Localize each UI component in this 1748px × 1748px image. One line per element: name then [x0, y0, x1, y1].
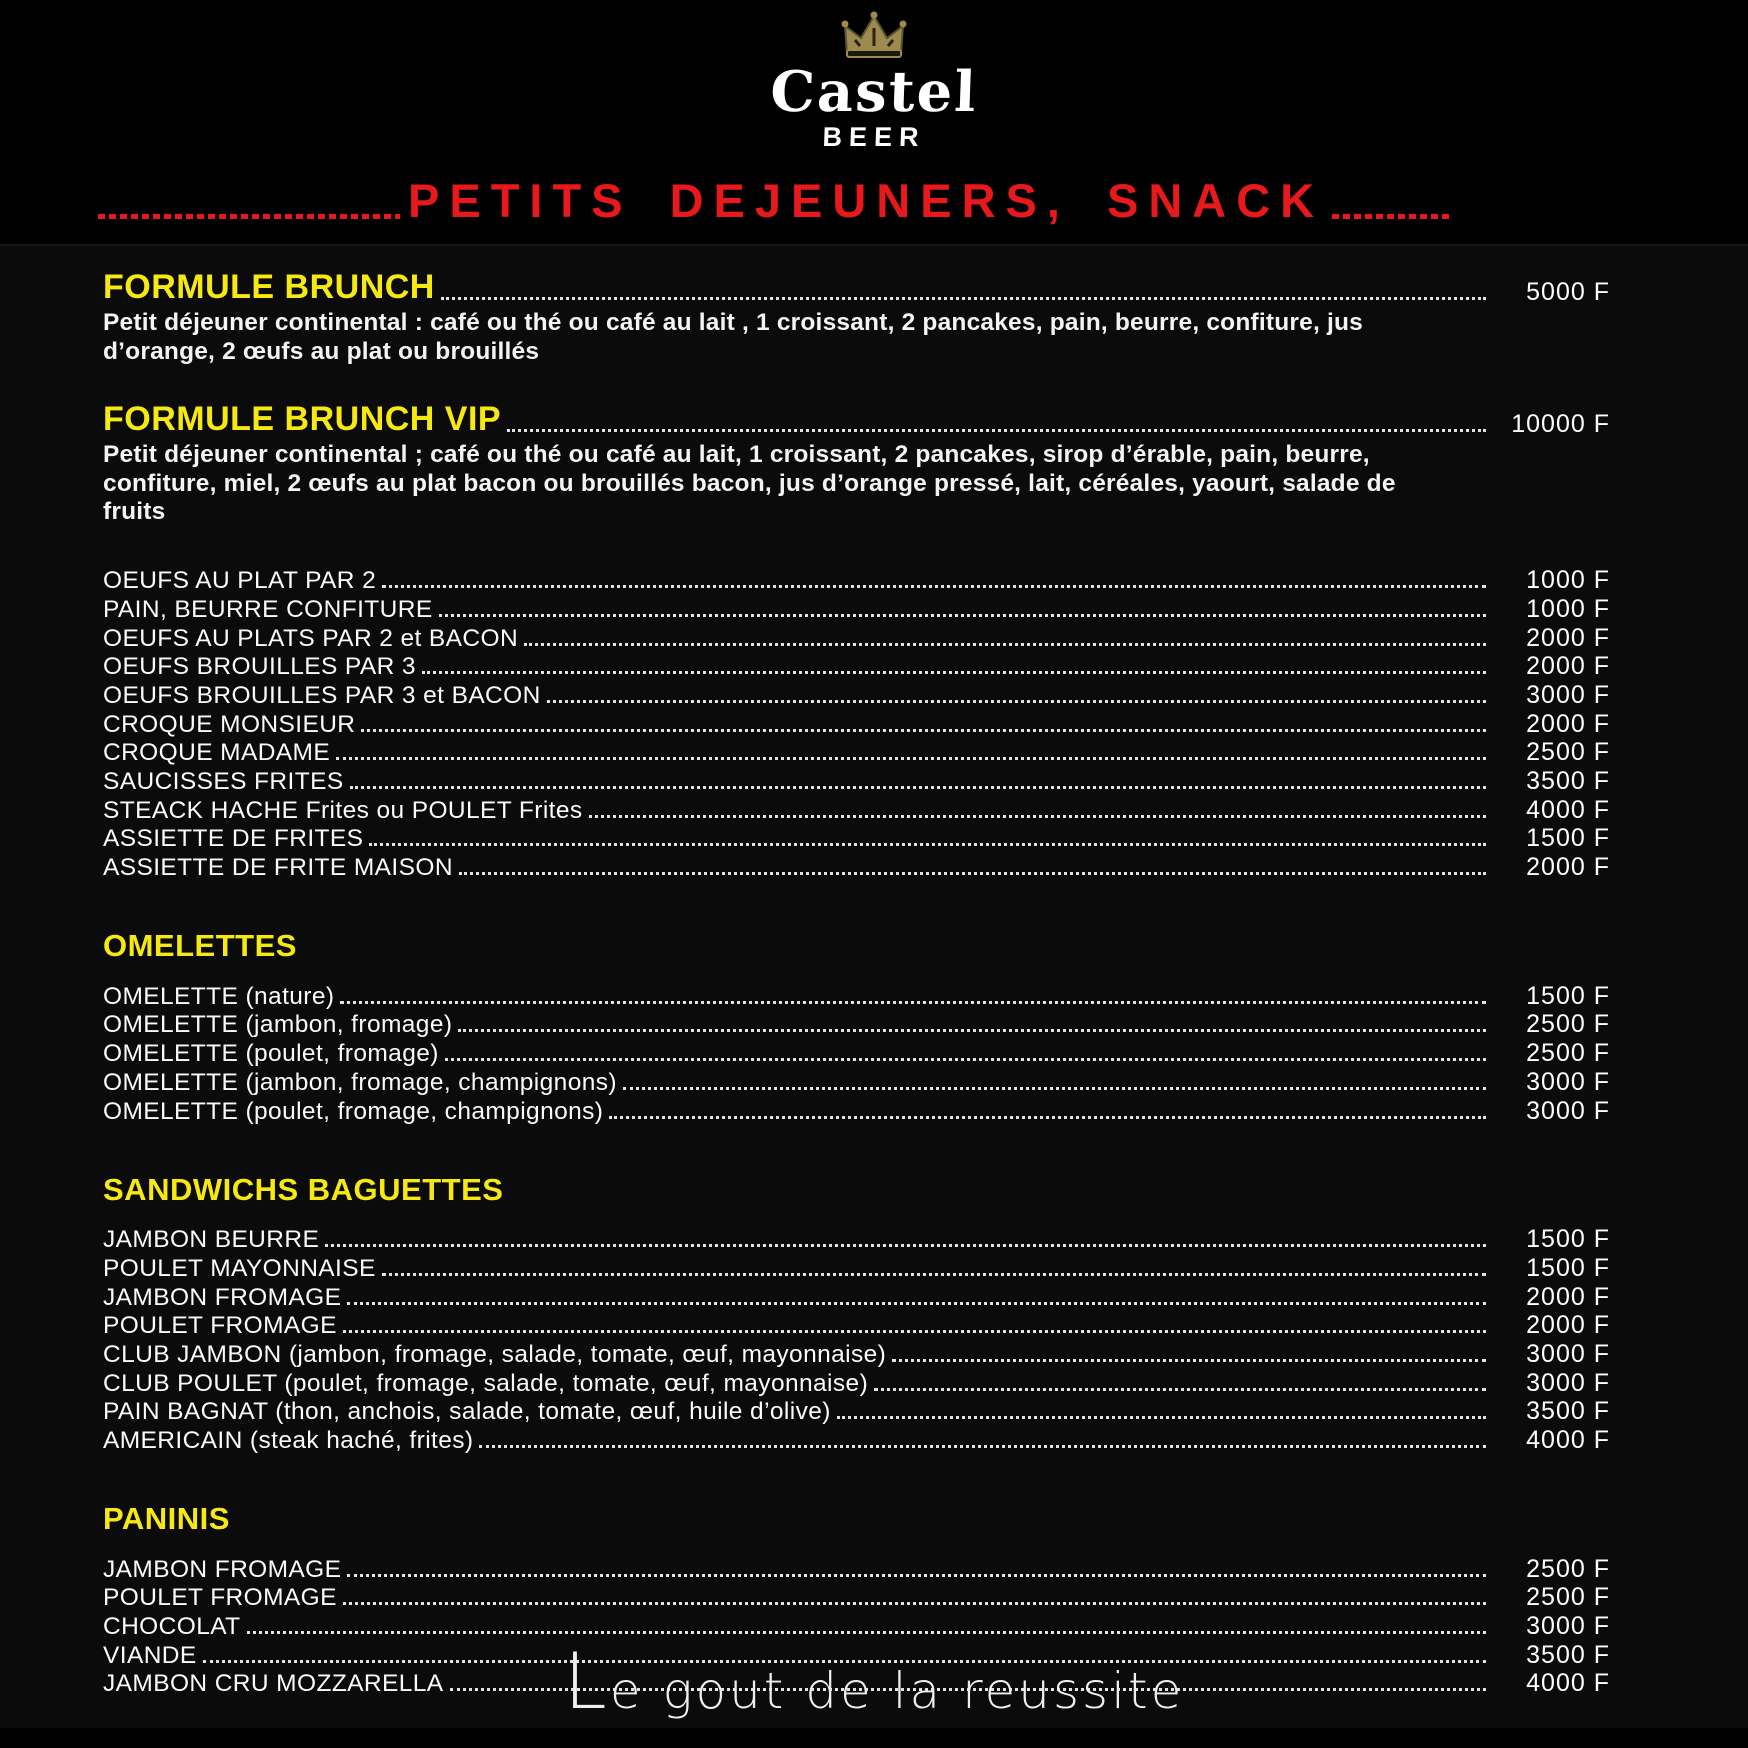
- menu-item-row: [103, 653, 1610, 682]
- item-name: OEUFS AU PLAT PAR 2: [103, 567, 377, 595]
- item-price: 3000 F: [1526, 1368, 1610, 1397]
- item-name: OMELETTE (poulet, fromage, champignons): [103, 1097, 604, 1125]
- item-price: 3000 F: [1526, 1339, 1610, 1368]
- dot-leader: [350, 786, 1486, 789]
- formule-price: 10000 F: [1511, 410, 1610, 438]
- section-rows: [103, 982, 1610, 1125]
- item-price: 3500 F: [1526, 767, 1610, 795]
- menu-item-row: [103, 1369, 1610, 1398]
- item-name: POULET MAYONNAISE: [103, 1254, 376, 1282]
- item-price: 2500 F: [1526, 1010, 1610, 1039]
- item-name: JAMBON BEURRE: [103, 1226, 320, 1254]
- item-name: JAMBON CRU MOZZARELLA: [103, 1670, 444, 1698]
- dot-leader: [623, 1087, 1486, 1090]
- menu-item-row: [103, 567, 1610, 596]
- dot-leader: [347, 1574, 1486, 1577]
- dot-leader: [837, 1416, 1486, 1419]
- menu-content: [0, 244, 1748, 1728]
- menu-item-row: [103, 1226, 1610, 1255]
- dot-leader: [325, 1244, 1486, 1247]
- item-price: 3000 F: [1526, 1096, 1610, 1125]
- menu-item-row: [103, 1426, 1610, 1455]
- dot-leader: [441, 297, 1486, 300]
- dot-leader: [874, 1388, 1486, 1391]
- item-name: PAIN, BEURRE CONFITURE: [103, 595, 433, 623]
- formule-description: Petit déjeuner continental ; café ou thé ou café au lait, 1 croissant, 2 pancakes, sirop d’érable, pain, beurre, confiture, miel, 2 œufs au plat bacon ou brouillés bacon, jus d’orange pressé, lait, céréales, yaourt, salade de fruits: [103, 441, 1396, 525]
- brand-header: [0, 0, 1748, 151]
- page-title: PETITS DEJEUNERS, SNACK: [408, 174, 1325, 227]
- menu-section: [103, 928, 1610, 1125]
- menu-item-row: [103, 767, 1610, 796]
- item-price: 2000 F: [1526, 1311, 1610, 1340]
- menu-item-row: [103, 1254, 1610, 1283]
- menu-item-row: [103, 739, 1610, 768]
- dot-leader: [609, 1116, 1486, 1119]
- menu-item-row: [103, 1398, 1610, 1427]
- dot-leader: [343, 1330, 1486, 1333]
- menu-item-row: [103, 1039, 1610, 1068]
- dot-leader: [459, 872, 1486, 875]
- crown-icon: [837, 10, 911, 62]
- menu-item-row: [103, 982, 1610, 1011]
- menu-item-row: [103, 853, 1610, 882]
- item-price: 2000 F: [1526, 709, 1610, 738]
- item-name: SAUCISSES FRITES: [103, 768, 344, 795]
- dot-leader: [336, 757, 1486, 760]
- item-price: 4000 F: [1526, 1426, 1610, 1454]
- menu-section: [103, 567, 1610, 883]
- section-rows: [103, 567, 1610, 883]
- section-heading: PANINIS: [103, 1501, 230, 1536]
- item-name: OEUFS BROUILLES PAR 3 et BACON: [103, 681, 541, 709]
- item-price: 2000 F: [1526, 652, 1610, 681]
- dot-leader: [247, 1631, 1486, 1634]
- item-name: CROQUE MONSIEUR: [103, 710, 356, 738]
- item-price: 1500 F: [1526, 1253, 1610, 1282]
- page-title-row: [98, 173, 1450, 228]
- dot-leader: [347, 1302, 1486, 1305]
- formule-block: [103, 400, 1610, 527]
- menu-item-row: [103, 710, 1610, 739]
- menu-item-row: [103, 681, 1610, 710]
- menu-item-row: [103, 1340, 1610, 1369]
- item-price: 2000 F: [1526, 853, 1610, 882]
- item-price: 2500 F: [1526, 1554, 1610, 1583]
- item-name: OMELETTE (jambon, fromage): [103, 1011, 453, 1039]
- item-name: JAMBON FROMAGE: [103, 1283, 342, 1311]
- menu-item-row: [103, 1555, 1610, 1584]
- dot-leader: [343, 1602, 1486, 1605]
- formule-name: FORMULE BRUNCH VIP: [103, 400, 502, 438]
- dot-leader: [340, 1001, 1486, 1004]
- item-name: ASSIETTE DE FRITE MAISON: [103, 854, 453, 882]
- dot-leader: [422, 671, 1486, 674]
- menu-item-row: [103, 1283, 1610, 1312]
- item-price: 2500 F: [1526, 1039, 1610, 1068]
- item-price: 3000 F: [1526, 1067, 1610, 1096]
- section-heading: SANDWICHS BAGUETTES: [103, 1171, 504, 1207]
- dot-leader: [439, 614, 1486, 617]
- formule-description: Petit déjeuner continental : café ou thé ou café au lait , 1 croissant, 2 pancakes, pain, beurre, confiture, jus d’orange, 2 œufs au plat ou brouillés: [103, 309, 1363, 365]
- dot-leader: [369, 843, 1486, 846]
- title-dash-left-line: [98, 214, 400, 219]
- formule-row: [103, 400, 1610, 439]
- item-name: ASSIETTE DE FRITES: [103, 825, 364, 853]
- menu-item-row: [103, 1312, 1610, 1341]
- item-name: STEACK HACHE Frites ou POULET Frites: [103, 796, 583, 824]
- menu-item-row: [103, 624, 1610, 653]
- item-price: 2500 F: [1526, 738, 1610, 767]
- dot-leader: [479, 1445, 1486, 1448]
- item-name: OEUFS BROUILLES PAR 3: [103, 653, 416, 681]
- dot-leader: [524, 643, 1486, 646]
- item-name: CROQUE MADAME: [103, 739, 331, 767]
- dot-leader: [589, 815, 1486, 818]
- item-name: POULET FROMAGE: [103, 1312, 337, 1340]
- item-name: CLUB POULET (poulet, fromage, salade, tomate, œuf, mayonnaise): [103, 1369, 869, 1397]
- formule-block: [103, 268, 1610, 366]
- item-price: 1500 F: [1526, 981, 1610, 1010]
- item-price: 1000 F: [1526, 594, 1610, 623]
- section-rows: [103, 1226, 1610, 1456]
- item-price: 4000 F: [1526, 795, 1610, 824]
- menu-item-row: [103, 1011, 1610, 1040]
- item-price: 1000 F: [1526, 566, 1610, 595]
- dot-leader: [445, 1058, 1486, 1061]
- brand-slogan: Le gout de la reussite: [563, 1637, 1185, 1727]
- item-name: OMELETTE (nature): [103, 982, 335, 1010]
- menu-item-row: [103, 1584, 1610, 1613]
- item-price: 2000 F: [1526, 1282, 1610, 1311]
- item-name: OEUFS AU PLATS PAR 2 et BACON: [103, 624, 519, 652]
- menu-item-row: [103, 1612, 1610, 1641]
- item-price: 1500 F: [1526, 824, 1610, 853]
- menu-item-row: [103, 595, 1610, 624]
- item-name: VIANDE: [103, 1641, 197, 1669]
- item-price: 3500 F: [1526, 1640, 1610, 1669]
- item-name: PAIN BAGNAT (thon, anchois, salade, tomate, œuf, huile d’olive): [103, 1398, 831, 1426]
- item-name: POULET FROMAGE: [103, 1584, 337, 1612]
- item-price: 3500 F: [1526, 1397, 1610, 1426]
- section-heading: OMELETTES: [103, 928, 297, 964]
- menu-item-row: [103, 1097, 1610, 1126]
- dot-leader: [382, 585, 1486, 588]
- menu-item-row: [103, 796, 1610, 825]
- item-name: CHOCOLAT: [103, 1613, 241, 1641]
- formule-name: FORMULE BRUNCH: [103, 268, 435, 306]
- dot-leader: [361, 729, 1486, 732]
- item-price: 1500 F: [1526, 1225, 1610, 1254]
- dot-leader: [382, 1273, 1486, 1276]
- dot-leader: [507, 429, 1486, 432]
- title-dash-right-line: [1332, 214, 1450, 219]
- item-name: OMELETTE (jambon, fromage, champignons): [103, 1068, 617, 1096]
- menu-section: [103, 1172, 1610, 1456]
- item-price: 2000 F: [1526, 623, 1610, 652]
- menu-item-row: [103, 1068, 1610, 1097]
- item-price: 2500 F: [1526, 1583, 1610, 1612]
- item-price: 4000 F: [1526, 1669, 1610, 1698]
- item-name: JAMBON FROMAGE: [103, 1555, 342, 1583]
- item-name: OMELETTE (poulet, fromage): [103, 1040, 439, 1068]
- dot-leader: [458, 1029, 1486, 1032]
- item-name: CLUB JAMBON (jambon, fromage, salade, tomate, œuf, mayonnaise): [103, 1340, 887, 1368]
- brand-logo-beer: BEER: [821, 122, 927, 152]
- dot-leader: [892, 1359, 1486, 1362]
- item-price: 3000 F: [1526, 1612, 1610, 1641]
- item-price: 3000 F: [1526, 680, 1610, 709]
- item-name: AMERICAIN (steak haché, frites): [103, 1427, 474, 1454]
- menu-item-row: [103, 825, 1610, 854]
- formule-price: 5000 F: [1526, 278, 1610, 306]
- formule-row: [103, 268, 1610, 307]
- dot-leader: [547, 700, 1486, 703]
- brand-logo-castel: Castel: [769, 59, 979, 125]
